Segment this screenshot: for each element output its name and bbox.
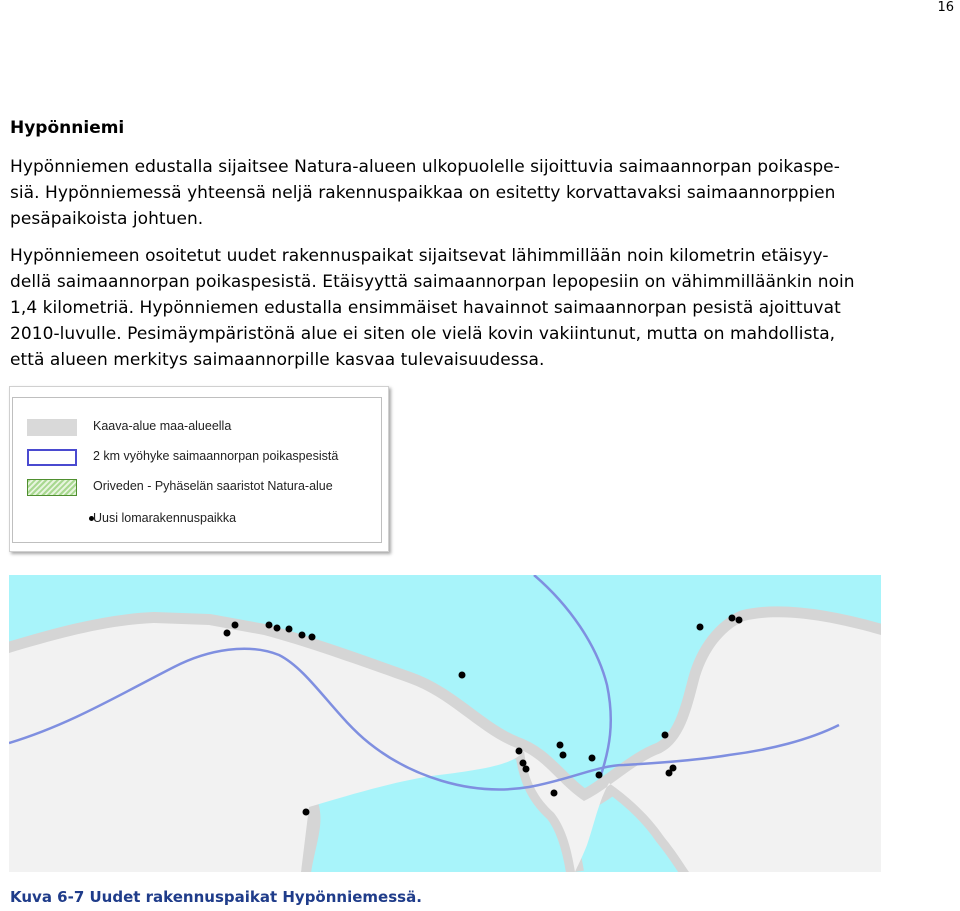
legend-label: Oriveden - Pyhäselän saaristot Natura-alue [93,479,333,493]
paragraph-line: Hypönniemen edustalla sijaitsee Natura-alueen ulkopuolelle sijoittuvia saimaannorpan poikaspe- [10,157,840,177]
legend-frame [12,397,382,543]
new-site-dot [286,626,293,633]
new-site-dot [557,742,564,749]
paragraph-1 [10,154,955,232]
new-site-dot [697,624,704,631]
legend-label: Uusi lomarakennuspaikka [93,511,237,525]
figure-caption: Kuva 6-7 Uudet rakennuspaikat Hypönniemessä. [10,888,422,906]
new-site-dot [596,772,603,779]
new-site-dot [274,625,281,632]
legend-item-new-site [13,508,381,532]
new-site-dot [224,630,231,637]
new-site-dot [299,632,306,639]
legend-item-plan-area [13,416,381,440]
paragraph-2 [10,243,955,373]
paragraph-line: että alueen merkitys saimaannorpille kasvaa tulevaisuudessa. [10,350,545,370]
legend-label: Kaava-alue maa-alueella [93,419,232,433]
new-site-dot [666,770,673,777]
paragraph-line: siä. Hypönniemessä yhteensä neljä rakennuspaikkaa on esitetty korvattavaksi saimaannorppien [10,183,836,203]
new-site-dot [459,672,466,679]
new-site-dot [266,622,273,629]
page-number: 16 [937,0,954,15]
new-site-dot [551,790,558,797]
new-site-dot [662,732,669,739]
site-map [9,575,881,872]
legend-item-buffer-zone [13,446,381,470]
new-site-dot [736,617,743,624]
paragraph-line: Hypönniemeen osoitetut uudet rakennuspaikat sijaitsevat lähimmillään noin kilometrin etäisyy- [10,246,829,266]
section-heading: Hypönniemi [10,118,125,138]
new-site-dot [523,766,530,773]
new-site-dot [232,622,239,629]
new-site-dot [589,755,596,762]
map-legend [9,386,389,552]
new-site-dot [303,809,310,816]
new-site-dot [309,634,316,641]
new-site-dot [560,752,567,759]
new-site-dot [516,748,523,755]
legend-label: 2 km vyöhyke saimaannorpan poikaspesistä [93,449,339,463]
paragraph-line: 2010-luvulle. Pesimäympäristönä alue ei siten ole vielä kovin vakiintunut, mutta on mahdollista, [10,324,836,344]
new-site-dot [520,760,527,767]
legend-item-natura-area [13,476,381,500]
natura-area-swatch [27,479,77,496]
new-site-dot [729,615,736,622]
plan-area-swatch [27,419,77,436]
paragraph-line: pesäpaikoista johtuen. [10,209,204,229]
buffer-zone-swatch [27,449,77,466]
paragraph-line: dellä saimaannorpan poikaspesistä. Etäisyyttä saimaannorpan lepopesiin on vähimmilläänkin noin [10,272,855,292]
paragraph-line: 1,4 kilometriä. Hypönniemen edustalla ensimmäiset havainnot saimaannorpan pesistä ajoittuvat [10,298,841,318]
